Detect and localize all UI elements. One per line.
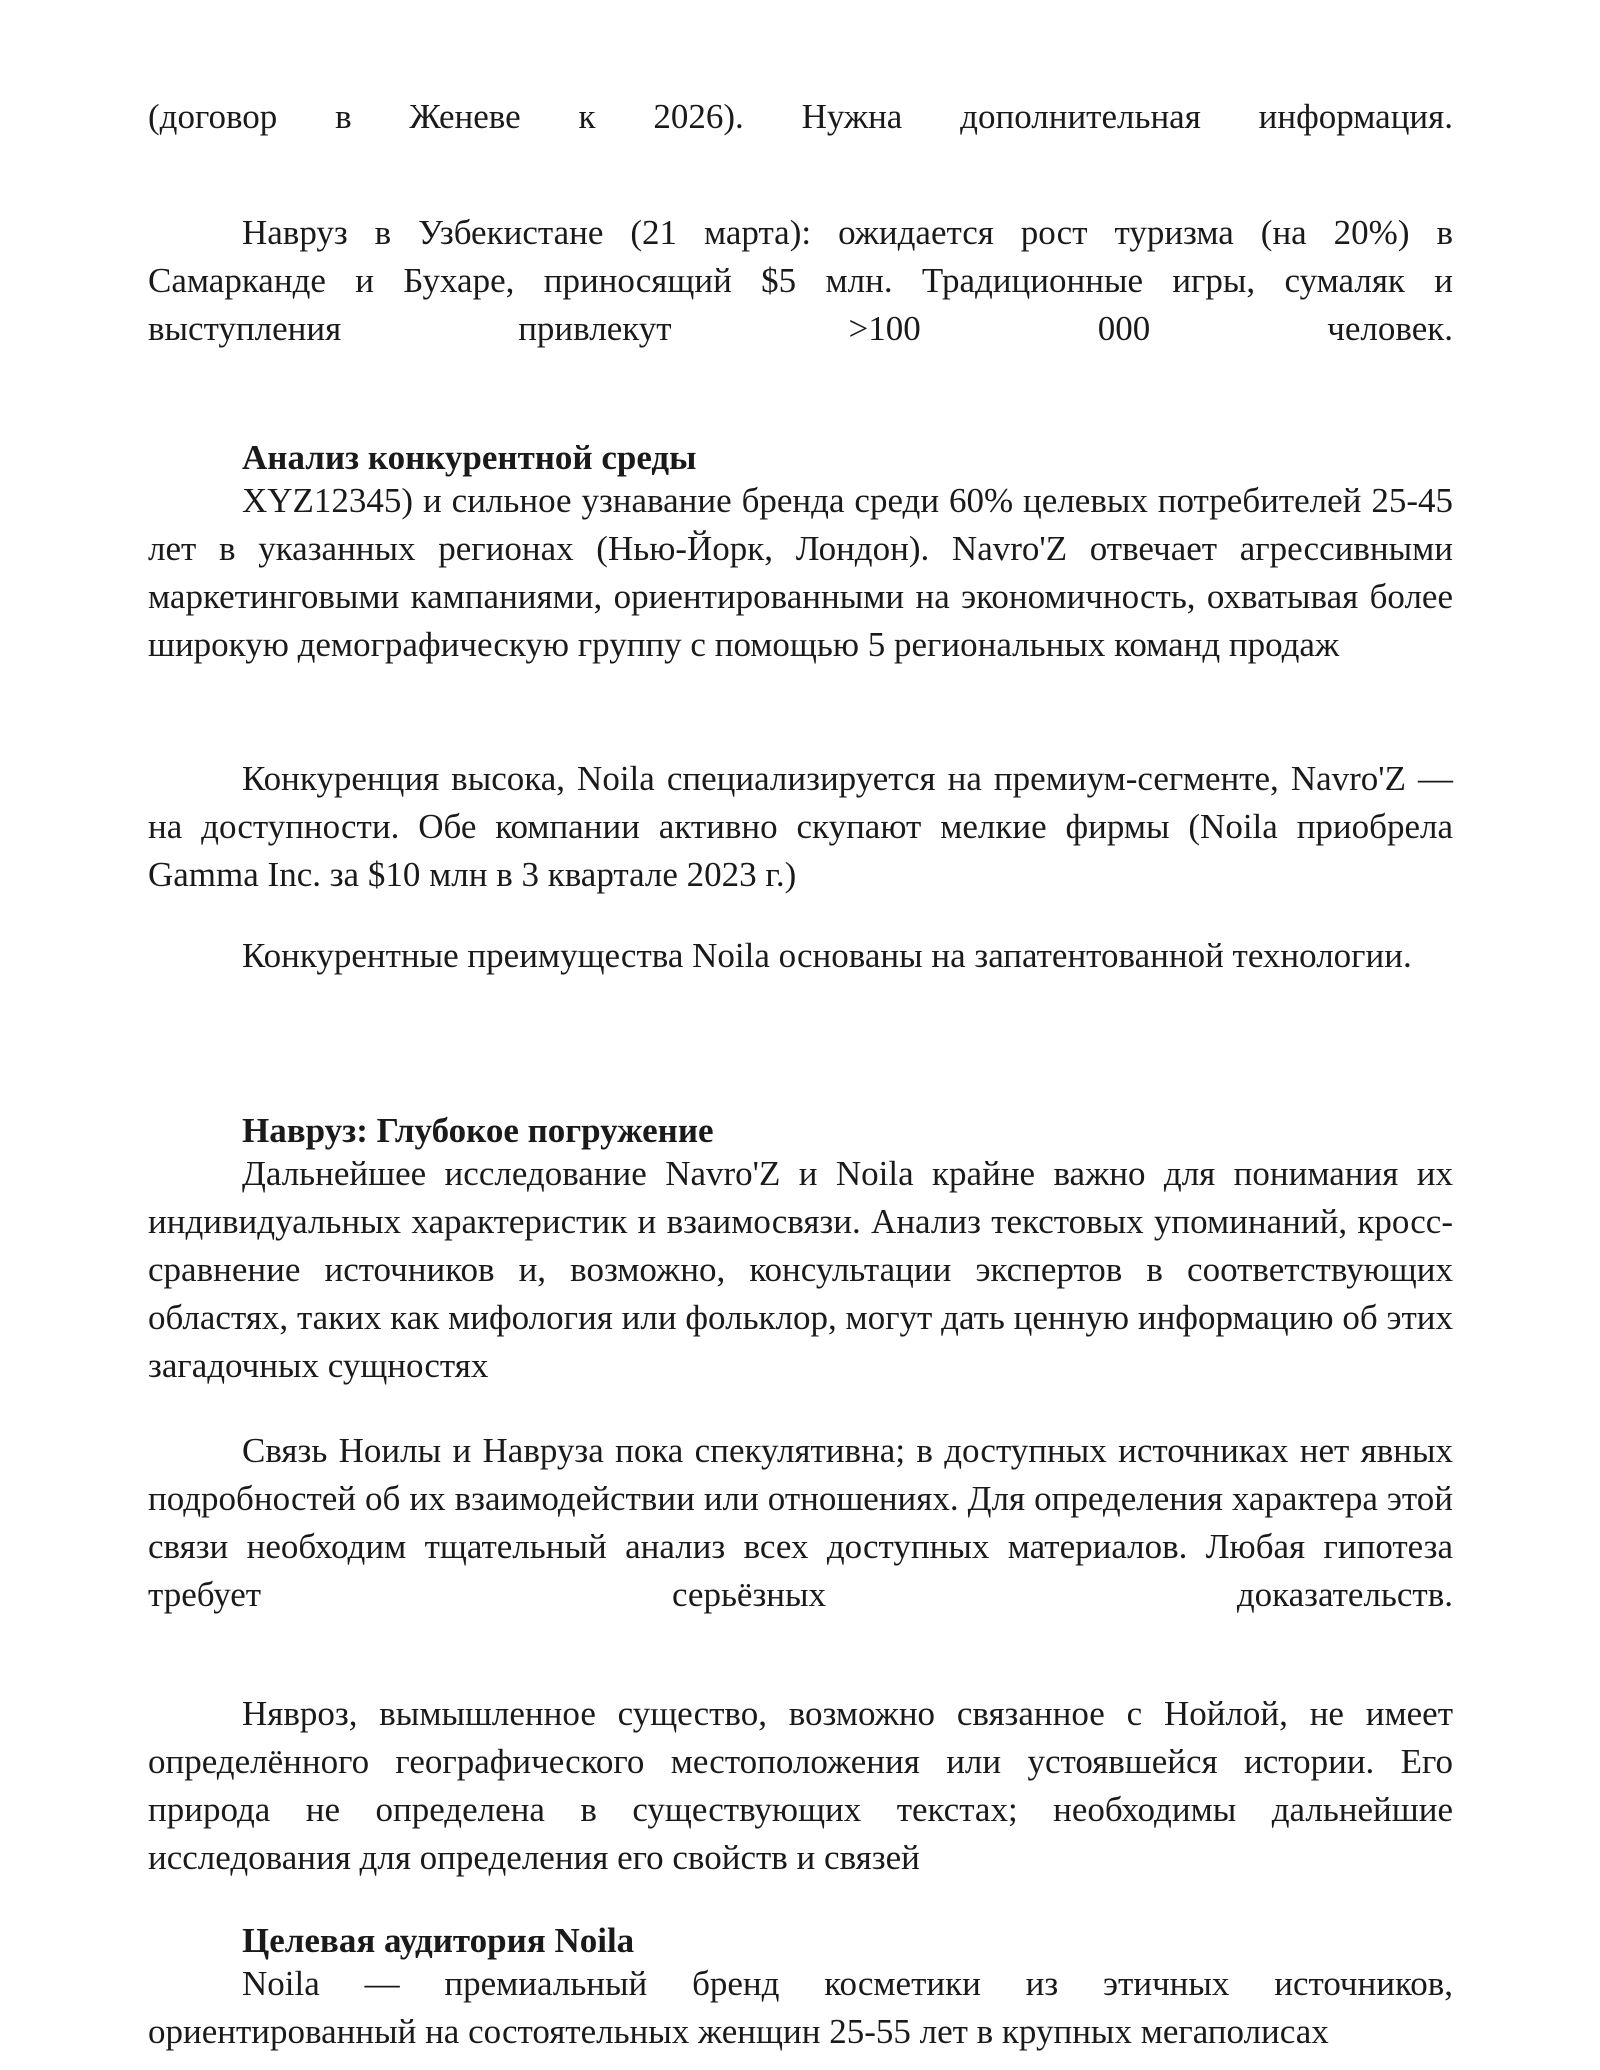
paragraph-navruz-uzbekistan: Навруз в Узбекистане (21 марта): ожидается рост туризма (на 20%) в Самарканде и Бухаре, приносящий $5 млн. Традиционные игры, сумаляк и выступления привлекут >100 000 человек. [148,213,1453,348]
paragraph-competition: Конкуренция высока, Noila специализируется на премиум-сегменте, Navro'Z — на доступности. Обе компании активно скупают мелкие фирмы (Noila приобрела Gamma Inc. за $10 млн в 3 квартале 2023 г.) [148,759,1453,894]
paragraph-brand-recognition: XYZ12345) и сильное узнавание бренда среди 60% целевых потребителей 25-45 лет в указанных регионах (Нью-Йорк, Лондон). Navro'Z отвечает агрессивными маркетинговыми кампаниями, ориентированными на экономичность, охватывая более широкую демографическую группу с помощью 5 региональных команд продаж [148,481,1453,664]
paragraph-geneva: (договор в Женеве к 2026). Нужна дополнительная информация. [148,97,1453,136]
heading-target-audience: Целевая аудитория Noila [242,1921,635,1960]
paragraph-further-research: Дальнейшее исследование Navro'Z и Noila крайне важно для понимания их индивидуальных характеристик и взаимосвязи. Анализ текстовых упоминаний, кросс-сравнение источников и, возможно, консультации экспертов в соответствующих областях, таких как мифология или фольклор, могут дать ценную информацию об этих загадочных сущностях [148,1154,1453,1385]
heading-navruz-deep-dive: Навруз: Глубокое погружение [242,1111,714,1150]
heading-competitive-analysis: Анализ конкурентной среды [242,438,697,477]
paragraph-advantages: Конкурентные преимущества Noila основаны на запатентованной технологии. [242,936,1412,975]
paragraph-connection: Связь Ноилы и Навруза пока спекулятивна; в доступных источниках нет явных подробностей об их взаимодействии или отношениях. Для определения характера этой связи необходим тщательный анализ всех доступных материалов. Любая гипотеза требует серьёзных доказательств. [148,1431,1453,1614]
paragraph-nyavroz: Нявроз, вымышленное существо, возможно связанное с Нойлой, не имеет определённого географического местоположения или устоявшейся истории. Его природа не определена в существующих текстах; необходимы дальнейшие исследования для определения его свойств и связей [148,1694,1453,1877]
paragraph-noila-brand: Noila — премиальный бренд косметики из этичных источников, ориентированный на состоятельных женщин 25-55 лет в крупных мегаполисах [148,1964,1453,2051]
